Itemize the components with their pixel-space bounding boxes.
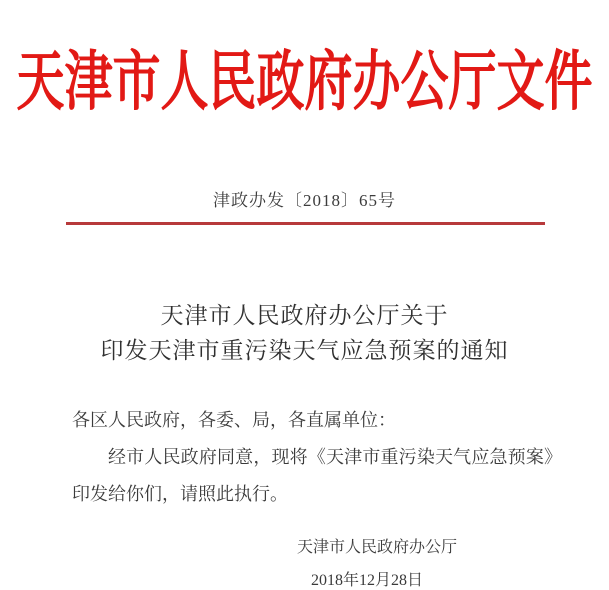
notice-body — [72, 402, 553, 513]
notice-title — [0, 298, 609, 368]
notice-title-line1: 天津市人民政府办公厅关于 — [160, 303, 449, 328]
document-reference-number: 津政办发〔2018〕65号 — [213, 191, 396, 210]
body-paragraph: 经市人民政府同意，现将《天津市重污染天气应急预案》印发给你们，请照此执行。 — [72, 447, 553, 504]
notice-title-line2: 印发天津市重污染天气应急预案的通知 — [100, 338, 509, 363]
issue-date: 2018年12月28日 — [310, 572, 423, 589]
salutation-line: 各区人民政府，各委、局，各直属单位： — [72, 410, 396, 430]
red-divider-line — [66, 222, 545, 225]
red-letterhead-title: 天津市人民政府办公厅文件 — [16, 46, 593, 119]
issuer-signature: 天津市人民政府办公厅 — [296, 539, 457, 556]
